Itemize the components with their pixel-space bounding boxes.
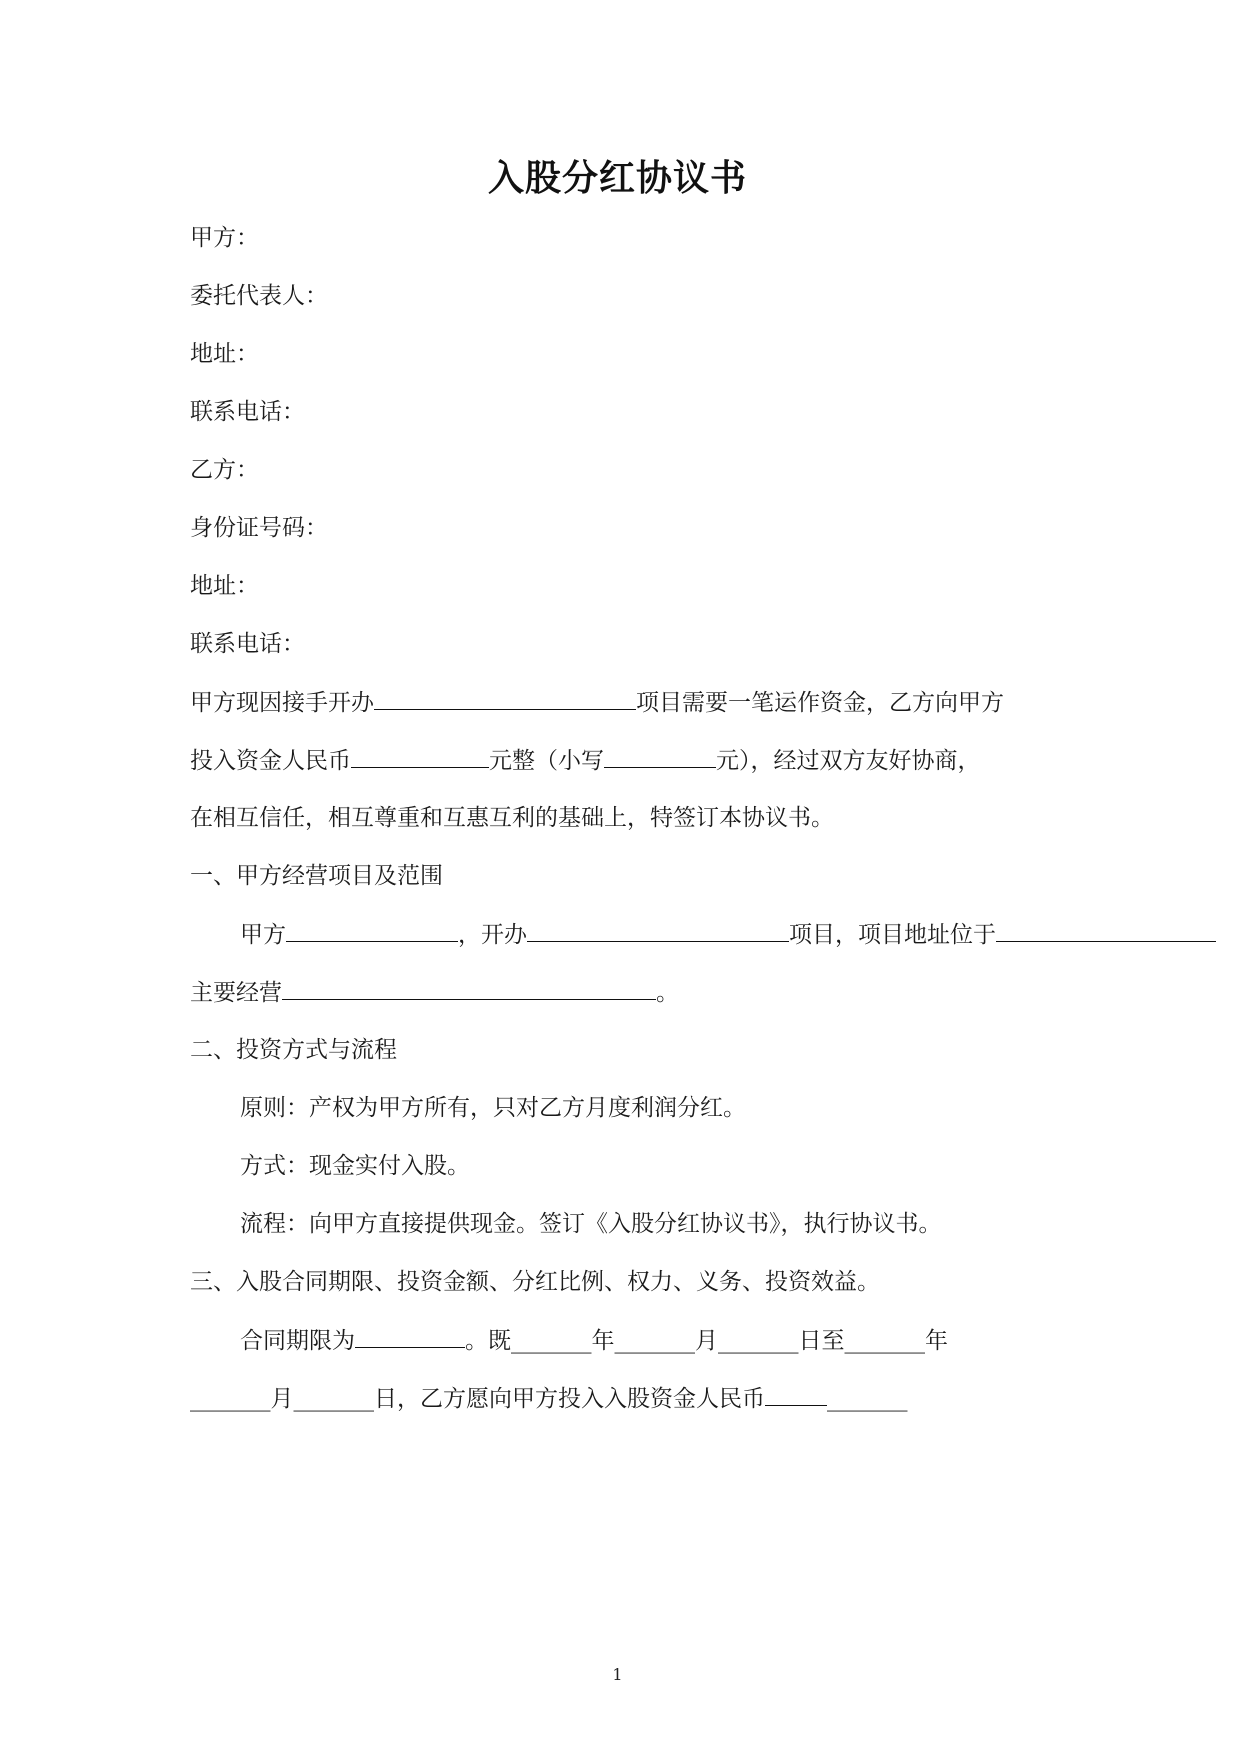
section-3-line-1 [240,1325,948,1356]
section-3-heading: 三、入股合同期限、投资金额、分红比例、权力、义务、投资效益。 [190,1269,880,1295]
section-text: 年 [925,1328,948,1354]
intro-text: 元整（小写 [489,748,604,774]
section-text: 日至 [798,1328,845,1354]
section-text: 月 [695,1328,718,1354]
section-text: 。既 [465,1328,511,1354]
section-1-line-2 [190,977,679,1008]
start-year-blank[interactable]: _______ [511,1328,592,1354]
section-text: 。 [656,980,679,1006]
start-day-blank[interactable]: _______ [718,1328,799,1354]
party-a-phone-label: 联系电话： [190,399,305,425]
party-b-label: 乙方： [190,457,259,483]
amount-lower-blank[interactable] [604,745,716,768]
section-text: 主要经营 [190,980,282,1006]
section-1-heading: 一、甲方经营项目及范围 [190,863,443,889]
section-2-heading: 二、投资方式与流程 [190,1037,397,1063]
section-text: 月 [270,1386,294,1412]
intro-text: 投入资金人民币 [190,748,351,774]
section-text: 合同期限为 [240,1328,355,1354]
intro-text: 甲方现因接手开办 [190,690,374,716]
section-2-principle: 原则：产权为甲方所有，只对乙方月度利润分红。 [240,1095,746,1121]
party-a-name-blank[interactable] [286,919,458,942]
section-text: 日，乙方愿向甲方投入入股资金人民币 [374,1386,765,1412]
intro-line-2 [190,745,981,776]
party-a-representative-label: 委托代表人： [190,283,328,309]
end-month-blank[interactable]: _______ [190,1386,271,1412]
section-text: ，开办 [458,922,527,948]
end-year-blank[interactable]: _______ [844,1328,925,1354]
term-blank[interactable] [355,1325,465,1348]
business-scope-blank[interactable] [282,977,656,1000]
project-name-blank[interactable] [374,687,636,710]
party-b-phone-label: 联系电话： [190,631,305,657]
document-title: 入股分红协议书 [487,157,747,199]
project-address-blank[interactable] [996,919,1216,942]
intro-text: 元），经过双方友好协商， [716,748,981,774]
project-blank[interactable] [527,919,789,942]
section-2-method: 方式：现金实付入股。 [240,1153,470,1179]
party-a-label: 甲方： [190,225,259,251]
investment-amount-blank[interactable] [765,1383,827,1406]
intro-line-3: 在相互信任，相互尊重和互惠互利的基础上，特签订本协议书。 [190,805,834,831]
section-text: 甲方 [240,922,286,948]
end-day-blank[interactable]: _______ [293,1386,374,1412]
amount-capital-blank[interactable] [351,745,489,768]
intro-text: 项目需要一笔运作资金，乙方向甲方 [636,690,1004,716]
section-text: 年 [591,1328,615,1354]
section-2-process: 流程：向甲方直接提供现金。签订《入股分红协议书》，执行协议书。 [240,1211,942,1237]
party-b-address-label: 地址： [190,573,259,599]
investment-amount-underscores[interactable]: _______ [827,1386,908,1412]
party-a-address-label: 地址： [190,341,259,367]
section-text: 项目，项目地址位于 [789,922,996,948]
party-b-id-label: 身份证号码： [190,515,328,541]
section-3-line-2 [190,1383,908,1414]
page-number: 1 [612,1665,623,1684]
start-month-blank[interactable]: _______ [614,1328,695,1354]
section-1-line-1 [240,919,1216,950]
intro-line-1 [190,687,1004,718]
